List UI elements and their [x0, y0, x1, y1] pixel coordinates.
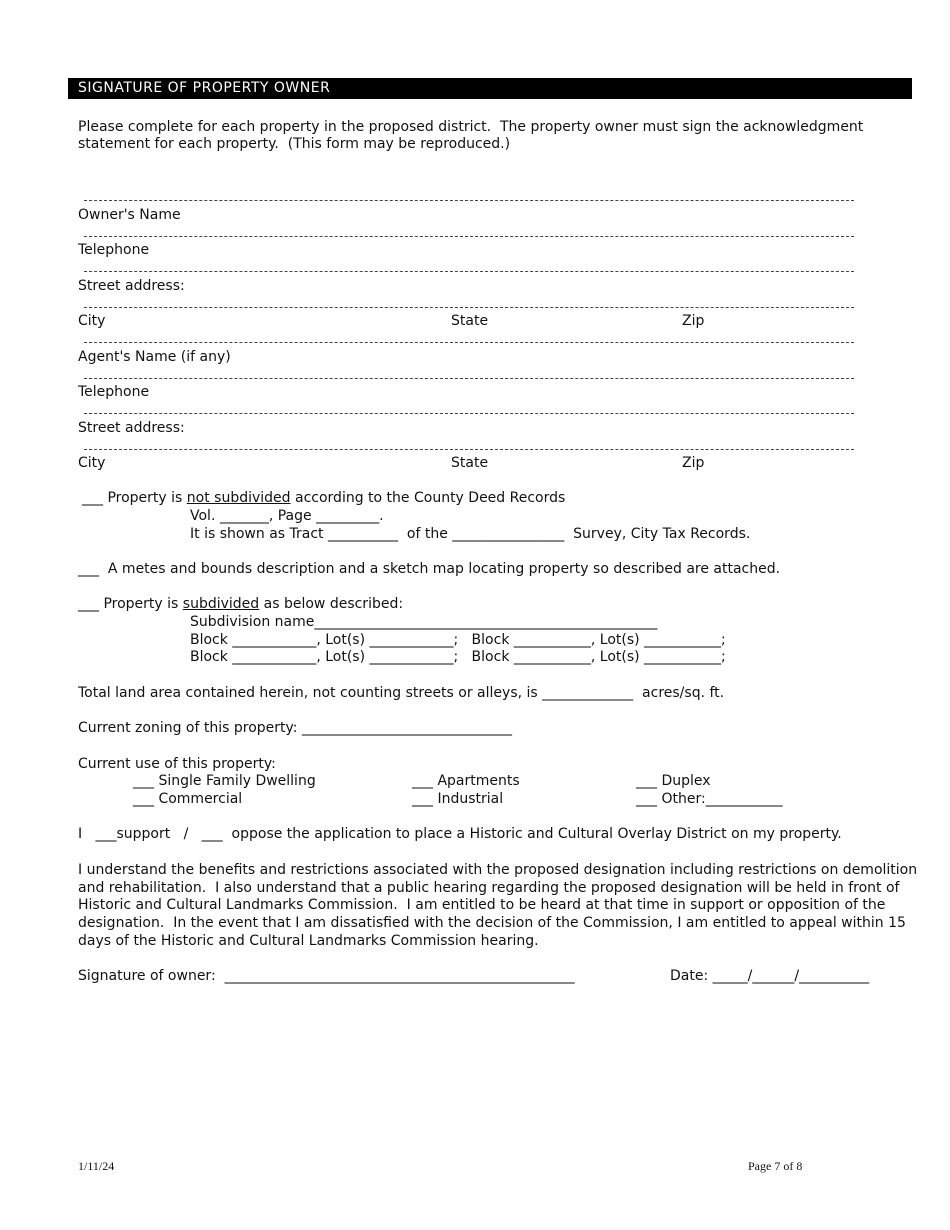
subdivided-line [78, 596, 403, 613]
statement-line-5: days of the Historic and Cultural Landmarks Commission hearing. [78, 933, 539, 949]
use-other-option[interactable]: ___ Other:___________ [636, 791, 783, 807]
metes-bounds-option[interactable]: ___ A metes and bounds description and a sketch map locating property so described are attached. [78, 561, 781, 577]
statement-line-1: I understand the benefits and restrictions associated with the proposed designation including restrictions on demolition [78, 862, 918, 878]
current-use-label: Current use of this property: [78, 756, 276, 772]
zoning-field[interactable]: Current zoning of this property: ______________________________ [78, 720, 512, 736]
owner-name-label: Owner's Name [78, 207, 181, 223]
owner-city-state-zip-field[interactable] [84, 307, 854, 308]
subdivided-checkbox[interactable]: ___ [78, 596, 99, 612]
use-duplex-option[interactable]: ___ Duplex [636, 773, 711, 789]
footer-date: 1/11/24 [78, 1159, 115, 1173]
agent-street-label: Street address: [78, 420, 185, 436]
subdivided-prefix: Property is [99, 596, 183, 612]
use-apartments-option[interactable]: ___ Apartments [412, 773, 520, 789]
intro-line-2: statement for each property. (This form may be reproduced.) [78, 136, 511, 152]
not-subdivided-emphasis: not subdivided [186, 490, 291, 506]
use-industrial-option[interactable]: ___ Industrial [412, 791, 504, 807]
not-subdivided-prefix: Property is [103, 490, 187, 506]
owner-name-field[interactable] [84, 200, 854, 201]
intro-line-1: Please complete for each property in the proposed district. The property owner must sign the acknowledgment [78, 119, 864, 135]
not-subdivided-suffix: according to the County Deed Records [290, 490, 566, 506]
agent-state-label: State [451, 455, 489, 471]
owner-telephone-field[interactable] [84, 236, 854, 237]
agent-name-field[interactable] [84, 342, 854, 343]
subdivided-suffix: as below described: [259, 596, 404, 612]
support-oppose-line[interactable]: I ___support / ___ oppose the application to place a Historic and Cultural Overlay District on my property. [78, 826, 842, 842]
owner-street-field[interactable] [84, 271, 854, 272]
not-subdivided-checkbox[interactable]: ___ [82, 490, 103, 506]
footer-page-number: Page 7 of 8 [748, 1159, 803, 1173]
subdivided-emphasis: subdivided [182, 596, 260, 612]
agent-telephone-label: Telephone [78, 384, 150, 400]
owner-state-label: State [451, 313, 489, 329]
tract-survey-line[interactable]: It is shown as Tract __________ of the ________________ Survey, City Tax Records. [190, 526, 751, 542]
statement-line-2: and rehabilitation. I also understand that a public hearing regarding the proposed designation will be held in front of [78, 880, 900, 896]
land-area-field[interactable]: Total land area contained herein, not counting streets or alleys, is _____________ acres/sq. ft. [78, 685, 725, 701]
statement-line-3: Historic and Cultural Landmarks Commission. I am entitled to be heard at that time in support or opposition of the [78, 897, 886, 913]
agent-city-label: City [78, 455, 106, 471]
section-header-bar [68, 78, 912, 99]
signature-date-field[interactable]: Date: _____/______/__________ [670, 968, 870, 984]
owner-city-label: City [78, 313, 106, 329]
owner-zip-label: Zip [682, 313, 705, 329]
agent-street-field[interactable] [84, 413, 854, 414]
use-commercial-option[interactable]: ___ Commercial [133, 791, 243, 807]
block-lot-row-2[interactable]: Block ____________, Lot(s) ____________; Block ___________, Lot(s) ___________; [190, 649, 726, 665]
not-subdivided-line [82, 490, 565, 507]
use-single-family-option[interactable]: ___ Single Family Dwelling [133, 773, 316, 789]
agent-name-label: Agent's Name (if any) [78, 349, 231, 365]
agent-telephone-field[interactable] [84, 378, 854, 379]
section-title: SIGNATURE OF PROPERTY OWNER [78, 80, 331, 96]
owner-street-label: Street address: [78, 278, 185, 294]
owner-signature-field[interactable]: Signature of owner: __________________________________________________ [78, 968, 575, 984]
agent-zip-label: Zip [682, 455, 705, 471]
subdivision-name-field[interactable]: Subdivision name_________________________________________________ [190, 614, 658, 630]
vol-page-line[interactable]: Vol. _______, Page _________. [190, 508, 384, 524]
block-lot-row-1[interactable]: Block ____________, Lot(s) ____________; Block ___________, Lot(s) ___________; [190, 632, 726, 648]
agent-city-state-zip-field[interactable] [84, 449, 854, 450]
statement-line-4: designation. In the event that I am dissatisfied with the decision of the Commission, I am entitled to appeal within 15 [78, 915, 906, 931]
owner-telephone-label: Telephone [78, 242, 150, 258]
